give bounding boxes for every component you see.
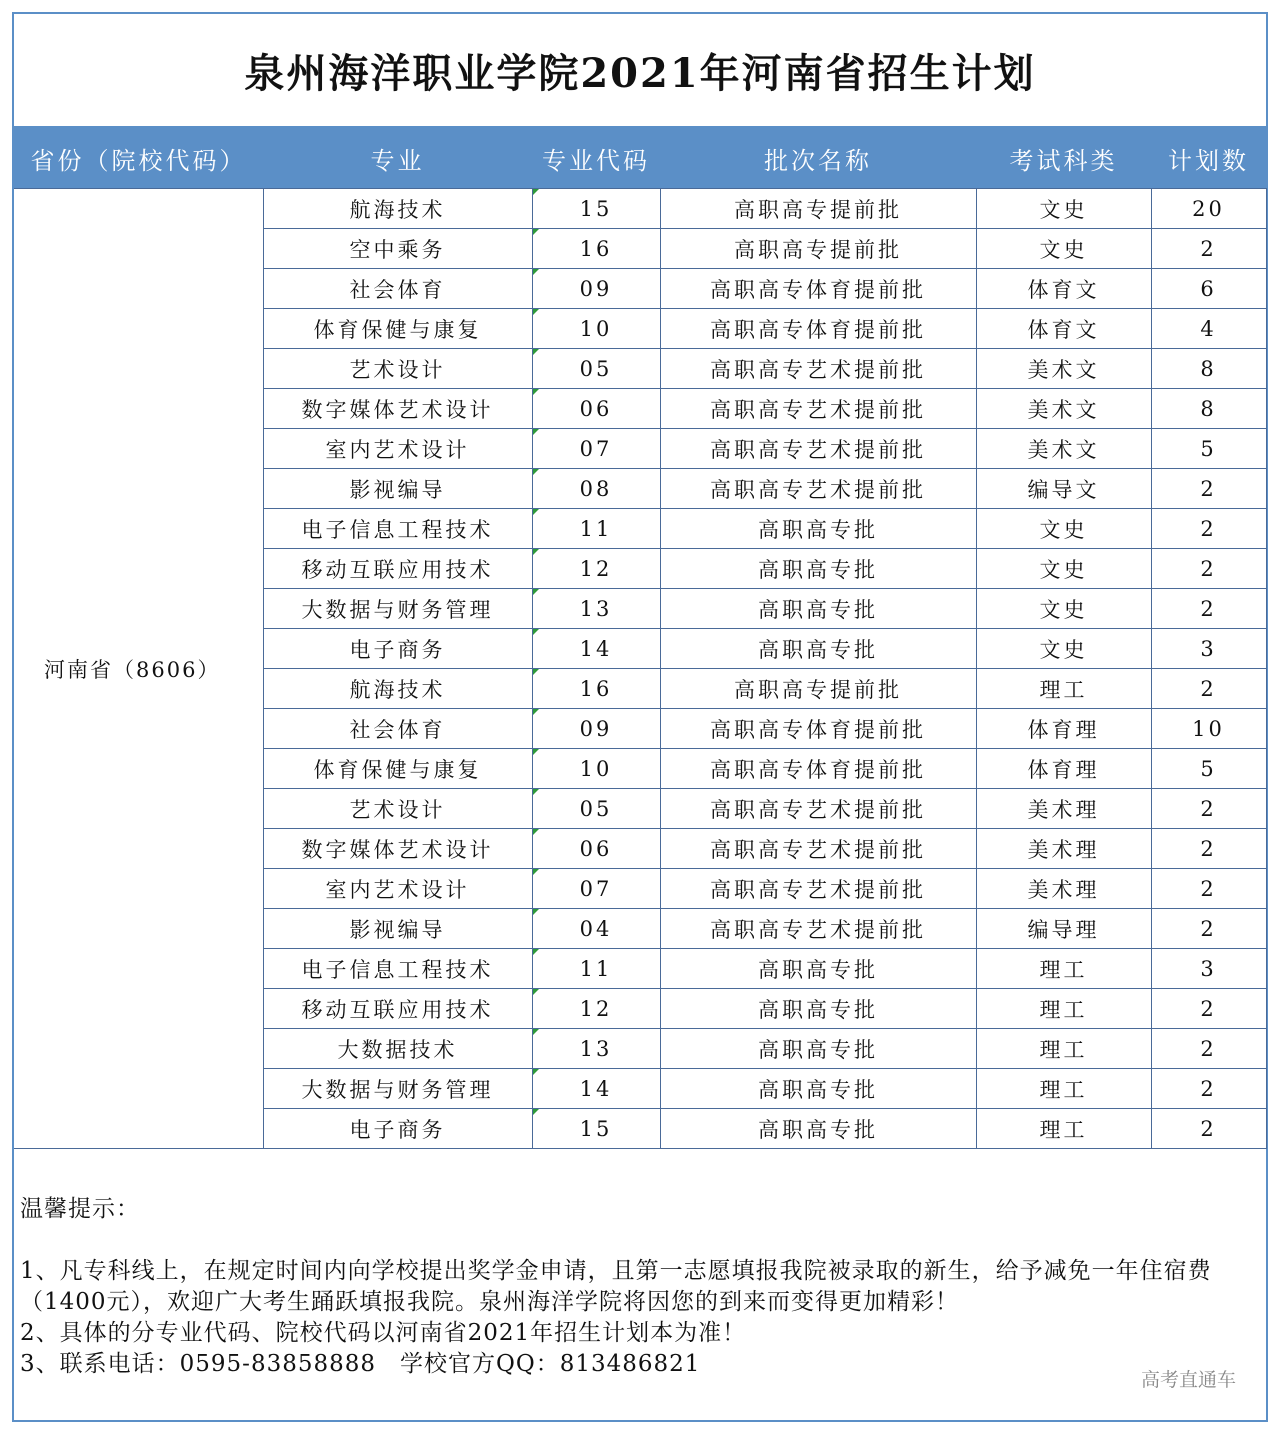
batch-cell: 高职高专批 (660, 949, 976, 989)
major-cell: 大数据与财务管理 (263, 1069, 532, 1109)
plan-count-cell: 2 (1151, 829, 1266, 869)
province-cell: 河南省（8606） (14, 189, 263, 1149)
page-title: 泉州海洋职业学院2021年河南省招生计划 (244, 49, 1036, 97)
major-code-cell: 12 (532, 989, 660, 1029)
plan-count-cell: 2 (1151, 1109, 1266, 1149)
major-code-cell: 06 (532, 829, 660, 869)
plan-count-cell: 4 (1151, 309, 1266, 349)
subject-cell: 理工 (976, 949, 1151, 989)
plan-count-cell: 2 (1151, 229, 1266, 269)
major-code-cell: 10 (532, 309, 660, 349)
plan-count-cell: 6 (1151, 269, 1266, 309)
subject-cell: 文史 (976, 509, 1151, 549)
plan-count-cell: 2 (1151, 869, 1266, 909)
table-header-row (14, 127, 1266, 189)
batch-cell: 高职高专体育提前批 (660, 309, 976, 349)
major-code-cell: 13 (532, 1029, 660, 1069)
major-cell: 航海技术 (263, 189, 532, 229)
subject-cell: 体育理 (976, 709, 1151, 749)
major-cell: 大数据技术 (263, 1029, 532, 1069)
batch-cell: 高职高专提前批 (660, 669, 976, 709)
plan-count-cell: 2 (1151, 669, 1266, 709)
subject-cell: 体育理 (976, 749, 1151, 789)
major-code-cell: 14 (532, 1069, 660, 1109)
major-cell: 电子信息工程技术 (263, 949, 532, 989)
subject-cell: 编导文 (976, 469, 1151, 509)
plan-count-cell: 2 (1151, 989, 1266, 1029)
note-item: 3、联系电话：0595-83858888 学校官方QQ：813486821 (20, 1351, 701, 1377)
subject-cell: 美术文 (976, 349, 1151, 389)
plan-count-cell: 3 (1151, 949, 1266, 989)
batch-cell: 高职高专批 (660, 1069, 976, 1109)
batch-cell: 高职高专艺术提前批 (660, 829, 976, 869)
column-header-batch: 批次名称 (660, 127, 976, 189)
table-row (14, 189, 1266, 229)
major-cell: 室内艺术设计 (263, 429, 532, 469)
major-cell: 室内艺术设计 (263, 869, 532, 909)
batch-cell: 高职高专艺术提前批 (660, 389, 976, 429)
notes-heading: 温馨提示： (20, 1196, 140, 1222)
major-code-cell: 16 (532, 669, 660, 709)
document-frame (12, 12, 1268, 1422)
batch-cell: 高职高专艺术提前批 (660, 429, 976, 469)
major-cell: 电子商务 (263, 1109, 532, 1149)
batch-cell: 高职高专体育提前批 (660, 749, 976, 789)
major-code-cell: 15 (532, 189, 660, 229)
major-cell: 数字媒体艺术设计 (263, 389, 532, 429)
batch-cell: 高职高专提前批 (660, 229, 976, 269)
major-cell: 影视编导 (263, 469, 532, 509)
major-code-cell: 16 (532, 229, 660, 269)
major-cell: 社会体育 (263, 269, 532, 309)
major-code-cell: 05 (532, 789, 660, 829)
subject-cell: 美术理 (976, 789, 1151, 829)
watermark: 高考直通车 (1140, 1370, 1236, 1391)
major-code-cell: 08 (532, 469, 660, 509)
major-code-cell: 06 (532, 389, 660, 429)
column-header-subject: 考试科类 (976, 127, 1151, 189)
batch-cell: 高职高专批 (660, 549, 976, 589)
batch-cell: 高职高专提前批 (660, 189, 976, 229)
plan-count-cell: 8 (1151, 389, 1266, 429)
note-item: 2、具体的分专业代码、院校代码以河南省2021年招生计划本为准！ (20, 1320, 747, 1346)
major-cell: 移动互联应用技术 (263, 989, 532, 1029)
enrollment-plan-table (14, 126, 1267, 1149)
major-cell: 移动互联应用技术 (263, 549, 532, 589)
major-code-cell: 12 (532, 549, 660, 589)
subject-cell: 理工 (976, 1109, 1151, 1149)
notes-section (20, 1194, 1260, 1380)
batch-cell: 高职高专体育提前批 (660, 269, 976, 309)
subject-cell: 理工 (976, 669, 1151, 709)
plan-count-cell: 2 (1151, 509, 1266, 549)
major-code-cell: 07 (532, 869, 660, 909)
batch-cell: 高职高专艺术提前批 (660, 469, 976, 509)
major-cell: 电子信息工程技术 (263, 509, 532, 549)
subject-cell: 理工 (976, 1069, 1151, 1109)
major-cell: 数字媒体艺术设计 (263, 829, 532, 869)
plan-count-cell: 5 (1151, 749, 1266, 789)
subject-cell: 文史 (976, 629, 1151, 669)
note-item: 1、凡专科线上，在规定时间内向学校提出奖学金申请，且第一志愿填报我院被录取的新生，给予减免一年住宿费（1400元），欢迎广大考生踊跃填报我院。泉州海洋学院将因您的到来而变得更加精彩！ (20, 1258, 1212, 1315)
subject-cell: 美术理 (976, 829, 1151, 869)
major-cell: 艺术设计 (263, 789, 532, 829)
plan-count-cell: 2 (1151, 589, 1266, 629)
plan-count-cell: 5 (1151, 429, 1266, 469)
subject-cell: 理工 (976, 989, 1151, 1029)
major-cell: 空中乘务 (263, 229, 532, 269)
major-code-cell: 14 (532, 629, 660, 669)
batch-cell: 高职高专批 (660, 989, 976, 1029)
subject-cell: 文史 (976, 549, 1151, 589)
major-cell: 体育保健与康复 (263, 309, 532, 349)
batch-cell: 高职高专体育提前批 (660, 709, 976, 749)
major-cell: 影视编导 (263, 909, 532, 949)
table-body (14, 189, 1266, 1149)
subject-cell: 编导理 (976, 909, 1151, 949)
subject-cell: 美术文 (976, 429, 1151, 469)
column-header-major: 专业 (263, 127, 532, 189)
major-code-cell: 10 (532, 749, 660, 789)
major-code-cell: 15 (532, 1109, 660, 1149)
major-cell: 电子商务 (263, 629, 532, 669)
batch-cell: 高职高专批 (660, 509, 976, 549)
plan-count-cell: 2 (1151, 469, 1266, 509)
major-cell: 体育保健与康复 (263, 749, 532, 789)
major-code-cell: 04 (532, 909, 660, 949)
batch-cell: 高职高专批 (660, 589, 976, 629)
major-code-cell: 05 (532, 349, 660, 389)
major-code-cell: 07 (532, 429, 660, 469)
batch-cell: 高职高专批 (660, 629, 976, 669)
major-code-cell: 11 (532, 509, 660, 549)
batch-cell: 高职高专艺术提前批 (660, 789, 976, 829)
plan-count-cell: 3 (1151, 629, 1266, 669)
plan-count-cell: 10 (1151, 709, 1266, 749)
subject-cell: 文史 (976, 229, 1151, 269)
subject-cell: 文史 (976, 589, 1151, 629)
subject-cell: 体育文 (976, 309, 1151, 349)
batch-cell: 高职高专艺术提前批 (660, 869, 976, 909)
major-code-cell: 09 (532, 269, 660, 309)
major-cell: 航海技术 (263, 669, 532, 709)
major-cell: 艺术设计 (263, 349, 532, 389)
plan-count-cell: 20 (1151, 189, 1266, 229)
batch-cell: 高职高专批 (660, 1029, 976, 1069)
plan-count-cell: 8 (1151, 349, 1266, 389)
major-code-cell: 09 (532, 709, 660, 749)
batch-cell: 高职高专批 (660, 1109, 976, 1149)
major-cell: 大数据与财务管理 (263, 589, 532, 629)
subject-cell: 体育文 (976, 269, 1151, 309)
plan-count-cell: 2 (1151, 549, 1266, 589)
subject-cell: 文史 (976, 189, 1151, 229)
column-header-plan-count: 计划数 (1151, 127, 1266, 189)
column-header-major-code: 专业代码 (532, 127, 660, 189)
batch-cell: 高职高专艺术提前批 (660, 349, 976, 389)
batch-cell: 高职高专艺术提前批 (660, 909, 976, 949)
major-code-cell: 11 (532, 949, 660, 989)
plan-count-cell: 2 (1151, 789, 1266, 829)
subject-cell: 理工 (976, 1029, 1151, 1069)
subject-cell: 美术理 (976, 869, 1151, 909)
plan-count-cell: 2 (1151, 1069, 1266, 1109)
plan-count-cell: 2 (1151, 1029, 1266, 1069)
plan-count-cell: 2 (1151, 909, 1266, 949)
subject-cell: 美术文 (976, 389, 1151, 429)
column-header-province: 省份（院校代码） (14, 127, 263, 189)
major-code-cell: 13 (532, 589, 660, 629)
major-cell: 社会体育 (263, 709, 532, 749)
